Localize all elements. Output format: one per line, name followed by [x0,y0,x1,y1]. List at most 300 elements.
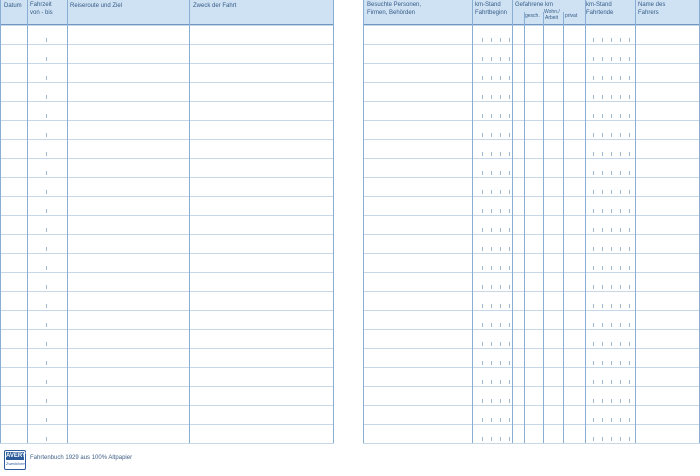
digit-tick [629,437,630,441]
row-rule [0,424,334,425]
row-rule [0,215,334,216]
digit-tick [482,152,483,156]
digit-tick [602,38,603,42]
digit-tick [593,76,594,80]
digit-tick [611,228,612,232]
digit-tick [491,399,492,403]
row-rule [363,272,700,273]
digit-tick [491,190,492,194]
digit-tick [611,171,612,175]
digit-tick [491,266,492,270]
row-rule [363,234,700,235]
digit-tick [482,399,483,403]
footer-text: Fahrtenbuch 1929 aus 100% Altpapier [30,455,133,461]
digit-tick [602,323,603,327]
digit-tick [620,38,621,42]
digit-tick [509,247,510,251]
digit-tick [46,304,47,308]
digit-tick [620,247,621,251]
digit-tick [482,437,483,441]
digit-tick [629,380,630,384]
digit-tick [491,437,492,441]
digit-tick [491,418,492,422]
digit-tick [593,437,594,441]
digit-tick [509,114,510,118]
header-fahrer-line2: Fahrers [638,10,659,16]
digit-tick [500,361,501,365]
digit-tick [629,247,630,251]
digit-tick [593,247,594,251]
row-rule [0,82,334,83]
digit-tick [509,361,510,365]
header-privat: privat [565,13,578,19]
digit-tick [629,38,630,42]
digit-tick [500,228,501,232]
row-rule [363,386,700,387]
digit-tick [500,95,501,99]
row-rule [363,82,700,83]
digit-tick [629,399,630,403]
digit-tick [602,209,603,213]
row-rule [0,25,334,26]
digit-tick [620,190,621,194]
digit-tick [629,285,630,289]
header-wohn-line1: Wohn./ [544,9,560,15]
digit-tick [46,437,47,441]
digit-tick [611,95,612,99]
digit-tick [509,342,510,346]
row-rule [363,310,700,311]
digit-tick [593,418,594,422]
digit-tick [491,209,492,213]
digit-tick [509,437,510,441]
header-fahrzeit-line1: Fahrzeit [30,2,52,8]
digit-tick [509,418,510,422]
row-rule [0,329,334,330]
logo-word: AVERY [6,453,27,459]
digit-tick [482,95,483,99]
digit-tick [611,152,612,156]
digit-tick [620,380,621,384]
row-rule [363,348,700,349]
digit-tick [500,114,501,118]
digit-tick [602,266,603,270]
digit-tick [593,114,594,118]
digit-tick [629,361,630,365]
row-rule [363,424,700,425]
digit-tick [482,361,483,365]
digit-tick [611,190,612,194]
header-fahrer-line1: Name des [638,2,666,8]
digit-tick [482,380,483,384]
digit-tick [491,38,492,42]
digit-tick [482,57,483,61]
digit-tick [46,285,47,289]
digit-tick [509,190,510,194]
digit-tick [629,76,630,80]
digit-tick [491,380,492,384]
column-rule [27,0,28,443]
row-rule [363,177,700,178]
digit-tick [602,304,603,308]
digit-tick [593,38,594,42]
digit-tick [482,285,483,289]
digit-tick [620,437,621,441]
digit-tick [611,285,612,289]
digit-tick [500,323,501,327]
digit-tick [611,247,612,251]
digit-tick [46,76,47,80]
digit-tick [620,95,621,99]
digit-tick [491,323,492,327]
row-rule [363,291,700,292]
digit-tick [593,190,594,194]
row-rule [363,367,700,368]
digit-tick [611,114,612,118]
digit-tick [500,285,501,289]
row-rule [0,272,334,273]
header-datum: Datum [4,3,22,9]
digit-tick [500,133,501,137]
digit-tick [500,76,501,80]
row-rule [363,253,700,254]
digit-tick [620,152,621,156]
digit-tick [629,190,630,194]
digit-tick [620,57,621,61]
digit-tick [629,418,630,422]
digit-tick [482,190,483,194]
digit-tick [491,95,492,99]
digit-tick [602,228,603,232]
header-gefahrene-km: Gefahrene km [515,2,554,8]
digit-tick [620,342,621,346]
digit-tick [500,57,501,61]
digit-tick [491,361,492,365]
column-rule [585,0,586,443]
digit-tick [46,266,47,270]
digit-tick [620,76,621,80]
digit-tick [482,247,483,251]
digit-tick [500,38,501,42]
digit-tick [500,418,501,422]
digit-tick [482,418,483,422]
header-reiseroute: Reiseroute und Ziel [70,3,123,9]
digit-tick [509,152,510,156]
row-rule [0,101,334,102]
column-rule [333,0,334,443]
digit-tick [482,38,483,42]
right-header-row [363,0,700,25]
row-rule [0,348,334,349]
digit-tick [509,171,510,175]
column-rule [0,0,1,443]
footer [4,450,204,472]
digit-tick [629,209,630,213]
row-rule [0,177,334,178]
row-rule [0,63,334,64]
row-rule [0,405,334,406]
digit-tick [620,133,621,137]
digit-tick [611,304,612,308]
digit-tick [629,57,630,61]
digit-tick [500,342,501,346]
digit-tick [620,399,621,403]
digit-tick [491,76,492,80]
avery-zweckform-logo [4,450,26,470]
digit-tick [46,323,47,327]
digit-tick [509,57,510,61]
row-rule [363,215,700,216]
left-page [0,0,334,447]
digit-tick [509,380,510,384]
row-rule [0,253,334,254]
digit-tick [500,247,501,251]
digit-tick [593,380,594,384]
digit-tick [602,76,603,80]
digit-tick [611,418,612,422]
digit-tick [593,361,594,365]
digit-tick [593,209,594,213]
digit-tick [611,209,612,213]
header-km-ende-line2: Fahrtende [586,10,614,16]
row-rule [0,234,334,235]
digit-tick [46,38,47,42]
digit-tick [602,361,603,365]
right-page [363,0,700,447]
digit-tick [620,285,621,289]
digit-tick [620,228,621,232]
digit-tick [46,133,47,137]
row-rule [363,158,700,159]
digit-tick [611,399,612,403]
digit-tick [491,114,492,118]
digit-tick [602,190,603,194]
digit-tick [500,399,501,403]
row-rule [0,367,334,368]
header-fahrzeit-line2: von - bis [30,10,53,16]
digit-tick [620,266,621,270]
digit-tick [593,399,594,403]
left-header-row [0,0,334,25]
digit-tick [602,399,603,403]
digit-tick [46,380,47,384]
digit-tick [46,190,47,194]
digit-tick [482,171,483,175]
digit-tick [46,114,47,118]
digit-tick [482,323,483,327]
digit-tick [482,133,483,137]
digit-tick [46,342,47,346]
digit-tick [46,247,47,251]
digit-tick [593,304,594,308]
row-rule [363,405,700,406]
digit-tick [593,266,594,270]
digit-tick [602,247,603,251]
row-rule [363,63,700,64]
digit-tick [629,266,630,270]
digit-tick [593,95,594,99]
digit-tick [482,209,483,213]
digit-tick [482,228,483,232]
row-rule [363,443,700,444]
digit-tick [629,114,630,118]
digit-tick [509,228,510,232]
digit-tick [46,399,47,403]
digit-tick [593,57,594,61]
digit-tick [620,209,621,213]
digit-tick [509,266,510,270]
header-wohn-line2: Arbeit [545,15,559,21]
digit-tick [629,152,630,156]
column-rule [189,0,190,443]
digit-tick [602,171,603,175]
digit-tick [482,114,483,118]
digit-tick [629,95,630,99]
digit-tick [593,228,594,232]
header-km-beginn-line2: Fahrtbeginn [475,10,508,16]
digit-tick [602,133,603,137]
digit-tick [593,171,594,175]
digit-tick [620,418,621,422]
digit-tick [491,57,492,61]
digit-tick [629,323,630,327]
logo-sub: Zweckform [6,461,26,466]
digit-tick [509,209,510,213]
digit-tick [602,57,603,61]
digit-tick [611,323,612,327]
digit-tick [629,228,630,232]
row-rule [363,44,700,45]
digit-tick [491,133,492,137]
digit-tick [602,152,603,156]
digit-tick [491,152,492,156]
digit-tick [602,437,603,441]
digit-tick [500,380,501,384]
digit-tick [602,285,603,289]
digit-tick [482,304,483,308]
digit-tick [500,171,501,175]
digit-tick [620,304,621,308]
digit-tick [593,323,594,327]
digit-tick [629,133,630,137]
digit-tick [611,266,612,270]
row-rule [0,139,334,140]
digit-tick [482,342,483,346]
column-rule [635,0,636,443]
digit-tick [509,304,510,308]
digit-tick [46,171,47,175]
digit-tick [602,418,603,422]
column-rule [512,0,513,443]
digit-tick [611,380,612,384]
header-gesch: gesch. [525,13,540,19]
digit-tick [602,95,603,99]
digit-tick [46,418,47,422]
digit-tick [500,304,501,308]
digit-tick [509,38,510,42]
digit-tick [611,57,612,61]
digit-tick [611,38,612,42]
row-rule [0,386,334,387]
row-rule [363,196,700,197]
digit-tick [593,133,594,137]
row-rule [363,101,700,102]
digit-tick [611,342,612,346]
digit-tick [611,76,612,80]
digit-tick [629,304,630,308]
column-rule [543,12,544,443]
digit-tick [491,228,492,232]
digit-tick [620,361,621,365]
digit-tick [509,76,510,80]
digit-tick [602,114,603,118]
digit-tick [620,171,621,175]
row-rule [0,120,334,121]
column-rule [67,0,68,443]
row-rule [0,158,334,159]
digit-tick [611,133,612,137]
digit-tick [629,342,630,346]
digit-tick [509,323,510,327]
digit-tick [46,57,47,61]
header-km-beginn-line1: km-Stand [475,2,501,8]
digit-tick [491,342,492,346]
header-personen-line2: Firmen, Behörden [367,10,416,16]
digit-tick [593,285,594,289]
digit-tick [509,399,510,403]
digit-tick [509,285,510,289]
column-rule [363,0,364,443]
row-rule [363,329,700,330]
digit-tick [500,190,501,194]
digit-tick [500,437,501,441]
digit-tick [593,342,594,346]
digit-tick [602,342,603,346]
column-rule [472,0,473,443]
row-rule [363,120,700,121]
digit-tick [509,133,510,137]
digit-tick [500,209,501,213]
digit-tick [491,247,492,251]
digit-tick [509,95,510,99]
row-rule [0,310,334,311]
digit-tick [620,323,621,327]
column-rule [524,12,525,443]
row-rule [363,25,700,26]
row-rule [363,139,700,140]
digit-tick [46,228,47,232]
row-rule [0,196,334,197]
digit-tick [491,304,492,308]
digit-tick [46,209,47,213]
row-rule [0,443,334,444]
header-zweck: Zweck der Fahrt [193,3,237,9]
digit-tick [611,437,612,441]
digit-tick [629,171,630,175]
digit-tick [482,266,483,270]
row-rule [0,44,334,45]
digit-tick [620,114,621,118]
header-personen-line1: Besuchte Personen, [367,2,422,8]
digit-tick [491,285,492,289]
digit-tick [491,171,492,175]
digit-tick [46,152,47,156]
header-km-ende-line1: km-Stand [586,2,612,8]
digit-tick [46,95,47,99]
row-rule [0,291,334,292]
column-rule [563,12,564,443]
digit-tick [482,76,483,80]
